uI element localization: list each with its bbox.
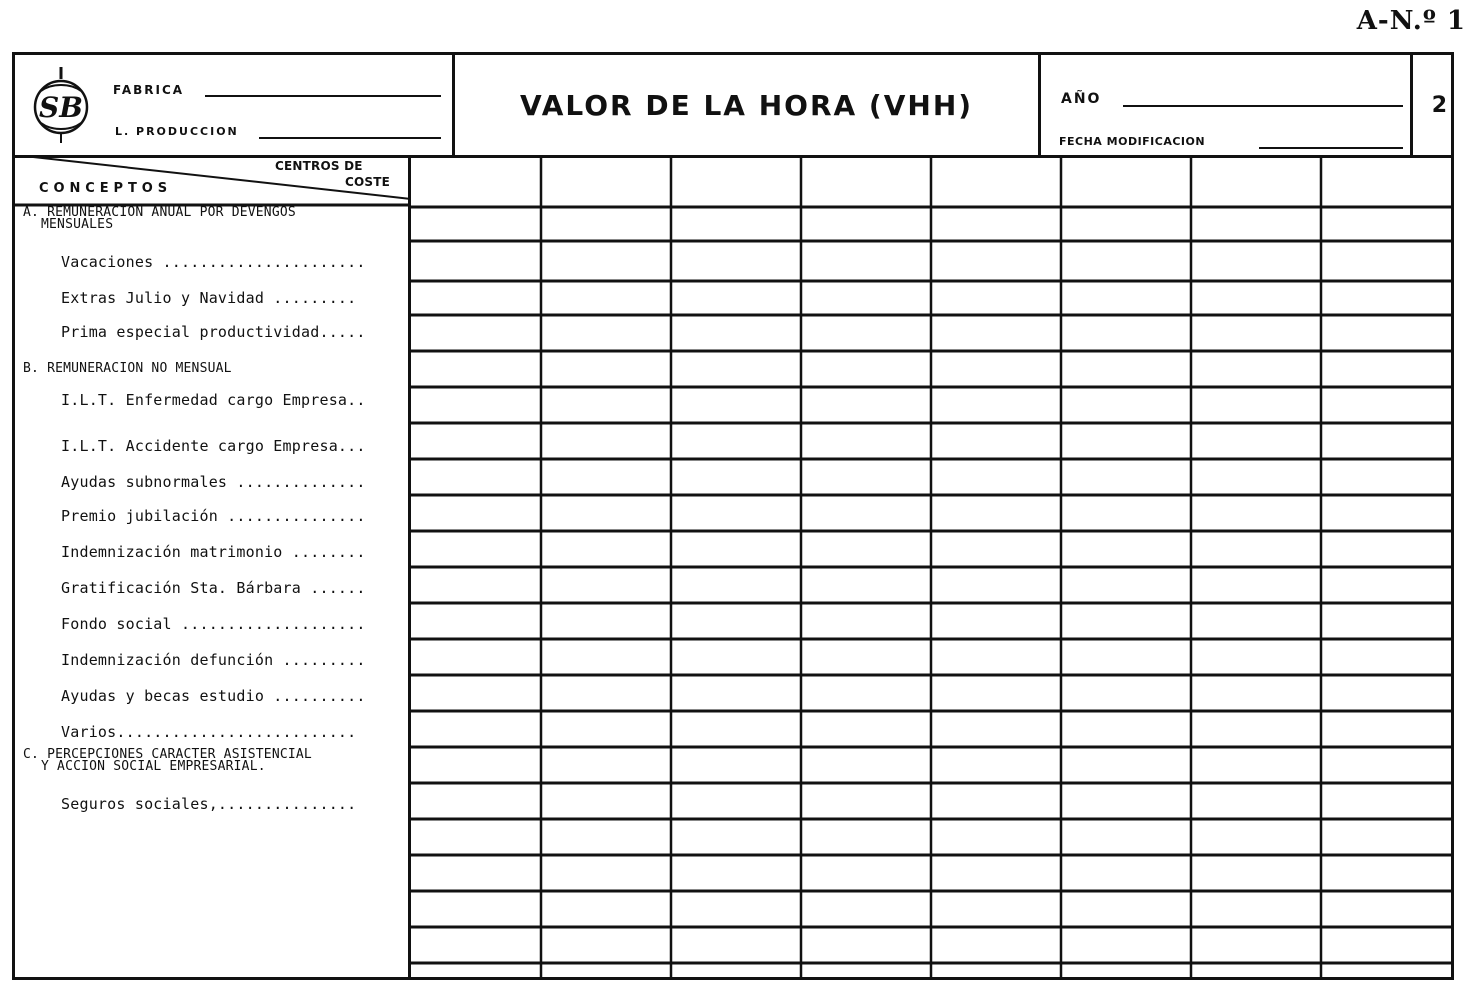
value-cell[interactable] (543, 857, 669, 889)
value-cell[interactable] (543, 425, 669, 457)
concept-row-label (61, 289, 356, 307)
grid-lines (411, 155, 1451, 977)
fabrica-field[interactable] (205, 95, 441, 97)
value-cell[interactable] (933, 425, 1059, 457)
value-cell[interactable] (1063, 461, 1189, 493)
value-cell[interactable] (933, 209, 1059, 239)
value-cell[interactable] (413, 857, 539, 889)
concept-row-label (61, 723, 356, 741)
value-cell[interactable] (1193, 425, 1319, 457)
value-cell[interactable] (673, 353, 799, 385)
value-cell[interactable] (1323, 893, 1449, 925)
value-cell[interactable] (543, 317, 669, 349)
row-text: Extras Julio y Navidad ......... (61, 289, 357, 307)
value-cell[interactable] (1193, 209, 1319, 239)
row-text: Indemnización matrimonio ........ (61, 543, 366, 561)
value-cell[interactable] (543, 785, 669, 817)
value-cell[interactable] (1323, 461, 1449, 493)
produccion-field[interactable] (259, 137, 441, 139)
value-cell[interactable] (1193, 605, 1319, 637)
value-cell[interactable] (413, 929, 539, 961)
value-cell[interactable] (543, 605, 669, 637)
value-cell[interactable] (933, 749, 1059, 781)
value-cell[interactable] (673, 461, 799, 493)
concept-row-label (61, 473, 366, 491)
value-cell[interactable] (673, 497, 799, 529)
value-cell[interactable] (1193, 785, 1319, 817)
value-cell[interactable] (1323, 353, 1449, 385)
value-cell[interactable] (1063, 857, 1189, 889)
value-cell[interactable] (413, 821, 539, 853)
value-cell[interactable] (803, 713, 929, 745)
concept-row-label (61, 323, 366, 341)
row-text: Gratificación Sta. Bárbara ...... (61, 579, 366, 597)
section-heading (23, 749, 312, 773)
value-cell[interactable] (1063, 821, 1189, 853)
value-cell[interactable] (673, 857, 799, 889)
value-cell[interactable] (673, 893, 799, 925)
value-cell[interactable] (413, 461, 539, 493)
value-cell[interactable] (673, 283, 799, 313)
value-cell[interactable] (933, 497, 1059, 529)
concept-row-label (61, 579, 366, 597)
value-cell[interactable] (803, 243, 929, 279)
value-cell[interactable] (803, 389, 929, 421)
concept-row-label (61, 615, 366, 633)
value-cell[interactable] (1193, 569, 1319, 601)
value-cell[interactable] (1323, 641, 1449, 673)
concept-row-label (61, 543, 366, 561)
value-cell[interactable] (803, 209, 929, 239)
value-cell[interactable] (413, 641, 539, 673)
value-cell[interactable] (1193, 283, 1319, 313)
value-cell[interactable] (413, 749, 539, 781)
ano-label: AÑO (1061, 91, 1102, 107)
concept-row-label (61, 253, 366, 271)
page-number-block (1413, 55, 1451, 155)
value-cell[interactable] (1063, 353, 1189, 385)
value-cell[interactable] (1323, 425, 1449, 457)
concept-row-label (61, 437, 366, 455)
value-cell[interactable] (413, 605, 539, 637)
fecha-modificacion-field[interactable] (1259, 147, 1403, 149)
centros-label-line1: CENTROS DE (275, 159, 363, 173)
value-cell[interactable] (803, 533, 929, 565)
value-cell[interactable] (1063, 929, 1189, 961)
row-text: Fondo social .................... (61, 615, 366, 633)
row-text: Ayudas subnormales .............. (61, 473, 366, 491)
value-cell[interactable] (933, 641, 1059, 673)
value-cell[interactable] (1323, 569, 1449, 601)
value-cell[interactable] (1323, 677, 1449, 709)
value-cell[interactable] (803, 283, 929, 313)
value-cell[interactable] (673, 749, 799, 781)
value-cell[interactable] (543, 353, 669, 385)
value-cell[interactable] (543, 243, 669, 279)
row-text-continued: MENSUALES (41, 217, 114, 232)
value-cell[interactable] (413, 677, 539, 709)
value-cell[interactable] (933, 821, 1059, 853)
fabrica-label: FABRICA (113, 83, 185, 97)
value-cell[interactable] (1193, 389, 1319, 421)
year-block (1041, 55, 1413, 155)
value-cell[interactable] (933, 243, 1059, 279)
value-cell[interactable] (803, 353, 929, 385)
value-cell[interactable] (1323, 929, 1449, 961)
value-cell[interactable] (543, 389, 669, 421)
concept-row-label (61, 507, 366, 525)
value-cell[interactable] (1323, 317, 1449, 349)
value-cell[interactable] (933, 713, 1059, 745)
value-cell[interactable] (413, 893, 539, 925)
row-text: Vacaciones ...................... (61, 253, 366, 271)
value-cell[interactable] (543, 283, 669, 313)
value-cell[interactable] (1323, 713, 1449, 745)
value-cell[interactable] (803, 461, 929, 493)
row-text: Premio jubilación ............... (61, 507, 366, 525)
value-cell[interactable] (803, 317, 929, 349)
value-cell[interactable] (413, 243, 539, 279)
value-cell[interactable] (543, 209, 669, 239)
value-cell[interactable] (933, 929, 1059, 961)
value-cell[interactable] (673, 209, 799, 239)
value-cell[interactable] (673, 317, 799, 349)
value-cell[interactable] (1193, 533, 1319, 565)
value-cell[interactable] (1063, 713, 1189, 745)
value-cell[interactable] (933, 389, 1059, 421)
value-cell[interactable] (413, 209, 539, 239)
value-cell[interactable] (1323, 283, 1449, 313)
value-cell[interactable] (413, 317, 539, 349)
value-cell[interactable] (933, 461, 1059, 493)
value-cell[interactable] (413, 283, 539, 313)
value-cell[interactable] (673, 641, 799, 673)
value-cell[interactable] (543, 497, 669, 529)
value-cell[interactable] (933, 785, 1059, 817)
value-cell[interactable] (1193, 893, 1319, 925)
value-cell[interactable] (1323, 749, 1449, 781)
value-cell[interactable] (673, 533, 799, 565)
value-cell[interactable] (1063, 317, 1189, 349)
row-text: Ayudas y becas estudio .......... (61, 687, 366, 705)
value-cell[interactable] (413, 785, 539, 817)
value-cell[interactable] (1063, 893, 1189, 925)
value-cell[interactable] (1063, 641, 1189, 673)
value-cell[interactable] (1193, 821, 1319, 853)
value-cell[interactable] (933, 533, 1059, 565)
cost-center-grid (411, 155, 1451, 977)
value-cell[interactable] (673, 605, 799, 637)
value-cell[interactable] (1063, 425, 1189, 457)
value-cell[interactable] (543, 461, 669, 493)
value-cell[interactable] (543, 749, 669, 781)
row-text: C. PERCEPCIONES CARACTER ASISTENCIAL (23, 747, 312, 762)
value-cell[interactable] (673, 243, 799, 279)
value-cell[interactable] (1193, 461, 1319, 493)
value-cell[interactable] (1193, 929, 1319, 961)
value-cell[interactable] (803, 677, 929, 709)
value-cell[interactable] (1063, 749, 1189, 781)
concept-row-label (61, 795, 356, 813)
value-cell[interactable] (673, 569, 799, 601)
form-header (15, 55, 1451, 158)
value-cell[interactable] (803, 857, 929, 889)
value-cell[interactable] (1193, 497, 1319, 529)
value-cell[interactable] (1063, 605, 1189, 637)
section-heading (23, 207, 296, 231)
section-heading (23, 363, 232, 375)
row-text-continued: Y ACCION SOCIAL EMPRESARIAL. (41, 759, 266, 774)
value-cell[interactable] (413, 713, 539, 745)
value-cell[interactable] (933, 317, 1059, 349)
cost-form (12, 52, 1454, 980)
row-text: I.L.T. Enfermedad cargo Empresa.. (61, 391, 366, 409)
value-cell[interactable] (1193, 353, 1319, 385)
concept-row-label (61, 391, 366, 409)
concept-row-label (61, 687, 366, 705)
value-cell[interactable] (413, 353, 539, 385)
company-logo (29, 65, 93, 145)
value-cell[interactable] (413, 425, 539, 457)
value-cell[interactable] (1323, 821, 1449, 853)
value-cell[interactable] (1193, 677, 1319, 709)
value-cell[interactable] (933, 857, 1059, 889)
value-cell[interactable] (1323, 857, 1449, 889)
value-cell[interactable] (803, 929, 929, 961)
row-text: A. REMUNERACION ANUAL POR DEVENGOS (23, 205, 296, 220)
value-cell[interactable] (933, 605, 1059, 637)
value-cell[interactable] (1063, 533, 1189, 565)
value-cell[interactable] (1323, 497, 1449, 529)
value-cell[interactable] (1323, 209, 1449, 239)
value-cell[interactable] (933, 893, 1059, 925)
value-cell[interactable] (543, 893, 669, 925)
plant-block (15, 55, 455, 155)
page-number: 2 (1431, 92, 1447, 118)
form-title: VALOR DE LA HORA (VHH) (519, 88, 974, 122)
value-cell[interactable] (413, 533, 539, 565)
value-cell[interactable] (543, 677, 669, 709)
value-cell[interactable] (1193, 317, 1319, 349)
value-cell[interactable] (1063, 497, 1189, 529)
value-cell[interactable] (803, 425, 929, 457)
value-cell[interactable] (1323, 605, 1449, 637)
value-cell[interactable] (803, 749, 929, 781)
ano-field[interactable] (1123, 105, 1403, 107)
conceptos-label: C O N C E P T O S (39, 181, 168, 196)
fecha-modificacion-label: FECHA MODIFICACION (1059, 135, 1206, 148)
value-cell[interactable] (543, 533, 669, 565)
value-cell[interactable] (413, 497, 539, 529)
value-cell[interactable] (1063, 283, 1189, 313)
value-cell[interactable] (803, 497, 929, 529)
row-text: Seguros sociales,............... (61, 795, 357, 813)
value-cell[interactable] (543, 569, 669, 601)
row-text: I.L.T. Accidente cargo Empresa... (61, 437, 366, 455)
row-text: Varios.......................... (61, 723, 357, 741)
produccion-label: L. PRODUCCION (115, 125, 239, 138)
row-text: B. REMUNERACION NO MENSUAL (23, 361, 232, 376)
value-cell[interactable] (933, 569, 1059, 601)
value-cell[interactable] (933, 283, 1059, 313)
value-cell[interactable] (933, 677, 1059, 709)
value-cell[interactable] (1323, 243, 1449, 279)
value-cell[interactable] (673, 929, 799, 961)
concepts-column (15, 155, 411, 977)
value-cell[interactable] (1323, 389, 1449, 421)
value-cell[interactable] (803, 569, 929, 601)
value-cell[interactable] (1323, 533, 1449, 565)
value-cell[interactable] (803, 893, 929, 925)
value-cell[interactable] (543, 713, 669, 745)
value-cell[interactable] (1193, 749, 1319, 781)
value-cell[interactable] (673, 821, 799, 853)
title-block (455, 55, 1041, 155)
concept-row-label (61, 651, 366, 669)
value-cell[interactable] (543, 641, 669, 673)
value-cell[interactable] (673, 677, 799, 709)
value-cell[interactable] (803, 821, 929, 853)
value-cell[interactable] (673, 785, 799, 817)
value-cell[interactable] (1063, 785, 1189, 817)
value-cell[interactable] (1193, 243, 1319, 279)
annex-label: A-N.º 1 (1356, 6, 1466, 36)
value-cell[interactable] (413, 389, 539, 421)
value-cell[interactable] (1063, 209, 1189, 239)
value-cell[interactable] (1063, 677, 1189, 709)
value-cell[interactable] (1063, 243, 1189, 279)
value-cell[interactable] (933, 353, 1059, 385)
value-cell[interactable] (1063, 389, 1189, 421)
row-text: Prima especial productividad..... (61, 323, 366, 341)
centros-label-line2: COSTE (345, 175, 391, 189)
logo-text: SB (39, 91, 83, 124)
value-cell[interactable] (543, 929, 669, 961)
value-cell[interactable] (803, 641, 929, 673)
value-cell[interactable] (1193, 857, 1319, 889)
value-cell[interactable] (1193, 713, 1319, 745)
value-cell[interactable] (673, 713, 799, 745)
value-cell[interactable] (1193, 641, 1319, 673)
value-cell[interactable] (1323, 785, 1449, 817)
row-text: Indemnización defunción ......... (61, 651, 366, 669)
value-cell[interactable] (673, 389, 799, 421)
value-cell[interactable] (803, 605, 929, 637)
value-cell[interactable] (673, 425, 799, 457)
value-cell[interactable] (413, 569, 539, 601)
value-cell[interactable] (803, 785, 929, 817)
value-cell[interactable] (543, 821, 669, 853)
value-cell[interactable] (1063, 569, 1189, 601)
